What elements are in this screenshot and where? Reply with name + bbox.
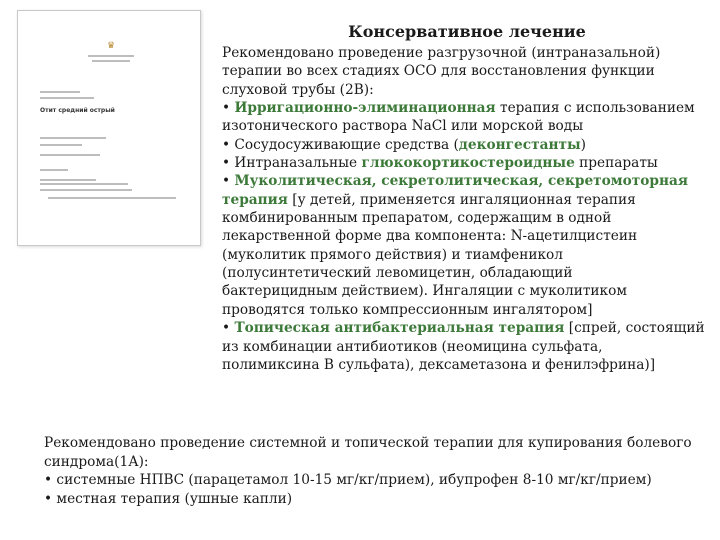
bullet-local-therapy: • местная терапия (ушные капли) bbox=[44, 490, 293, 507]
text-line: слуховой трубы (2В): bbox=[222, 81, 374, 98]
treatment-recommendations bbox=[222, 44, 712, 374]
text-line: синдрома(1А): bbox=[44, 453, 149, 470]
text-line: проводятся только компрессионным ингалятором] bbox=[222, 301, 593, 318]
text-line: терапия [у детей, применяется ингаляционная терапия bbox=[222, 191, 636, 208]
pain-relief-recommendations bbox=[44, 434, 716, 508]
text-line: комбинированным препаратом, содержащим в одной bbox=[222, 210, 612, 227]
slide-title: Консервативное лечение bbox=[348, 22, 586, 41]
text-line: Рекомендовано проведение разгрузочной (интраназальной) bbox=[222, 45, 661, 61]
text-line: (муколитик прямого действия) и тиамфеникол bbox=[222, 246, 563, 263]
thumbnail-line bbox=[40, 144, 82, 146]
thumbnail-line bbox=[40, 179, 96, 181]
highlight-term: Муколитическая, секретолитическая, секретомоторная bbox=[234, 173, 688, 190]
bullet-topical-antibacterial: • Топическая антибактериальная терапия [спрей, состоящий bbox=[222, 320, 705, 337]
thumbnail-line bbox=[48, 197, 176, 199]
bullet-mucolytic: • Муколитическая, секретолитическая, секретомоторная bbox=[222, 173, 688, 190]
thumbnail-line bbox=[40, 97, 94, 99]
thumbnail-line bbox=[88, 55, 134, 57]
text-line: (полусинтетический левомицетин, обладающий bbox=[222, 265, 573, 282]
emblem-icon: ♛ bbox=[106, 41, 116, 51]
text-line: Рекомендовано проведение системной и топической терапии для купирования болевого bbox=[44, 435, 692, 451]
thumbnail-line bbox=[40, 154, 100, 156]
bullet-glucocorticoids: • Интраназальные глюкокортикостероидные препараты bbox=[222, 155, 658, 172]
highlight-term: терапия bbox=[222, 191, 288, 208]
highlight-term: Топическая антибактериальная терапия bbox=[234, 320, 565, 337]
highlight-term: деконгестанты bbox=[458, 136, 581, 153]
text-line: из комбинации антибиотиков (неомицина сульфата, bbox=[222, 338, 603, 355]
text-line: терапии во всех стадиях ОСО для восстановления функции bbox=[222, 63, 655, 80]
bullet-irrigation: • Ирригационно-элиминационная терапия с использованием bbox=[222, 100, 695, 117]
text-line: бактерицидным действием). Ингаляции с муколитиком bbox=[222, 283, 627, 300]
thumbnail-title: Отит средний острый bbox=[40, 107, 115, 114]
thumbnail-line bbox=[92, 60, 130, 62]
bullet-systemic-nsaid: • системные НПВС (парацетамол 10-15 мг/кг/прием), ибупрофен 8-10 мг/кг/прием) bbox=[44, 472, 652, 488]
document-thumbnail bbox=[17, 10, 201, 246]
text-line: изотонического раствора NaCl или морской воды bbox=[222, 118, 584, 135]
text-line: лекарственной форме два компонента: N-ацетилцистеин bbox=[222, 228, 638, 245]
bullet-decongestants: • Сосудосуживающие средства (деконгестанты) bbox=[222, 136, 587, 153]
text-line: полимиксина В сульфата), дексаметазона и фенилэфрина)] bbox=[222, 356, 656, 373]
thumbnail-line bbox=[40, 183, 128, 185]
thumbnail-line bbox=[40, 169, 68, 171]
highlight-term: Ирригационно-элиминационная bbox=[234, 100, 496, 117]
thumbnail-line bbox=[40, 189, 132, 191]
highlight-term: глюкокортикостероидные bbox=[361, 155, 575, 172]
thumbnail-line bbox=[40, 91, 80, 93]
thumbnail-line bbox=[40, 137, 106, 139]
